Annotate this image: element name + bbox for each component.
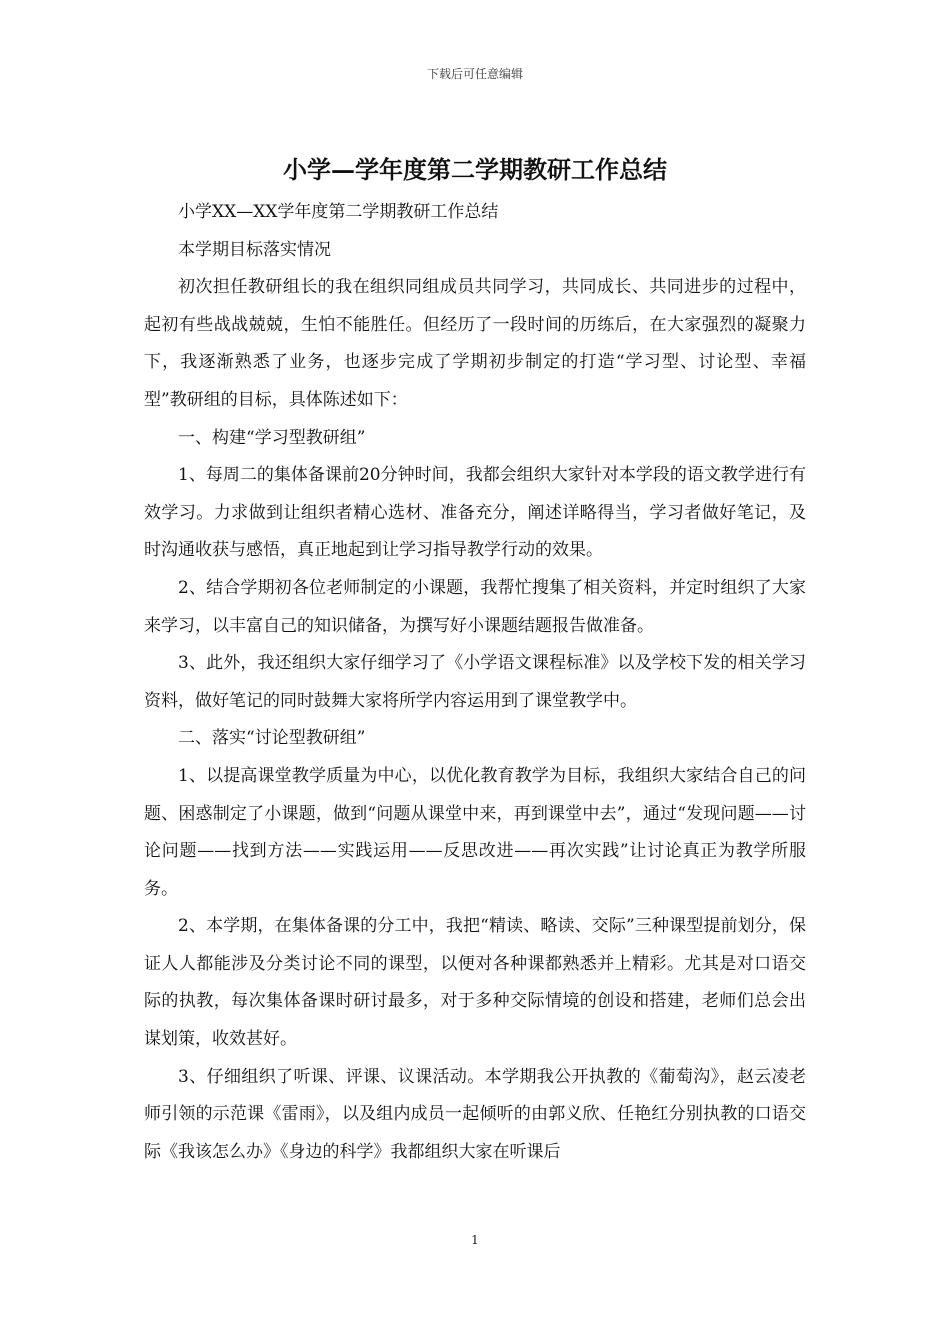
page-header-note: 下载后可任意编辑 — [426, 67, 523, 81]
document-body — [144, 194, 806, 1171]
paragraph: 初次担任教研组长的我在组织同组成员共同学习，共同成长、共同进步的过程中，起初有些战战兢兢，生怕不能胜任。但经历了一段时间的历练后，在大家强烈的凝聚力下，我逐渐熟悉了业务，也逐步完成了学期初步制定的打造“学习型、讨论型、幸福型”教研组的目标，具体陈述如下： — [144, 277, 806, 410]
paragraph-section-heading: 本学期目标落实情况 — [178, 239, 331, 260]
document-title: 小学—学年度第二学期教研工作总结 — [283, 155, 667, 184]
paragraph-heading-2: 二、落实“讨论型教研组” — [178, 728, 366, 749]
paragraph: 2、本学期，在集体备课的分工中，我把“精读、略读、交际”三种课型提前划分，保证人人都能涉及分类讨论不同的课型，以便对各种课都熟悉并上精彩。尤其是对口语交际的执教，每次集体备课时研讨最多，对于多种交际情境的创设和搭建，老师们总会出谋划策，收效甚好。 — [144, 916, 806, 1050]
paragraph: 2、结合学期初各位老师制定的小课题，我帮忙搜集了相关资料，并定时组织了大家来学习，以丰富自己的知识储备，为撰写好小课题结题报告做准备。 — [144, 577, 806, 636]
paragraph: 3、仔细组织了听课、评课、议课活动。本学期我公开执教的《葡萄沟》，赵云凌老师引领的示范课《雷雨》，以及组内成员一起倾听的由郭义欣、任艳红分别执教的口语交际《我该怎么办》《身边的科学》我都组织大家在听课后 — [144, 1066, 806, 1162]
paragraph: 1、每周二的集体备课前20分钟时间，我都会组织大家针对本学段的语文教学进行有效学习。力求做到让组织者精心选材、准备充分，阐述详略得当，学习者做好笔记，及时沟通收获与感悟，真正地起到让学习指导教学行动的效果。 — [144, 465, 806, 561]
paragraph: 3、此外，我还组织大家仔细学习了《小学语文课程标准》以及学校下发的相关学习资料，做好笔记的同时鼓舞大家将所学内容运用到了课堂教学中。 — [144, 653, 806, 711]
page-number: 1 — [471, 1233, 479, 1247]
paragraph-subtitle: 小学XX—XX学年度第二学期教研工作总结 — [178, 202, 499, 222]
paragraph-heading-1: 一、构建“学习型教研组” — [178, 427, 366, 448]
paragraph: 1、以提高课堂教学质量为中心，以优化教育教学为目标，我组织大家结合自己的问题、困惑制定了小课题，做到“问题从课堂中来，再到课堂中去”，通过“发现问题——讨论问题——找到方法——实践运用——反思改进——再次实践”让讨论真正为教学所服务。 — [144, 765, 806, 899]
